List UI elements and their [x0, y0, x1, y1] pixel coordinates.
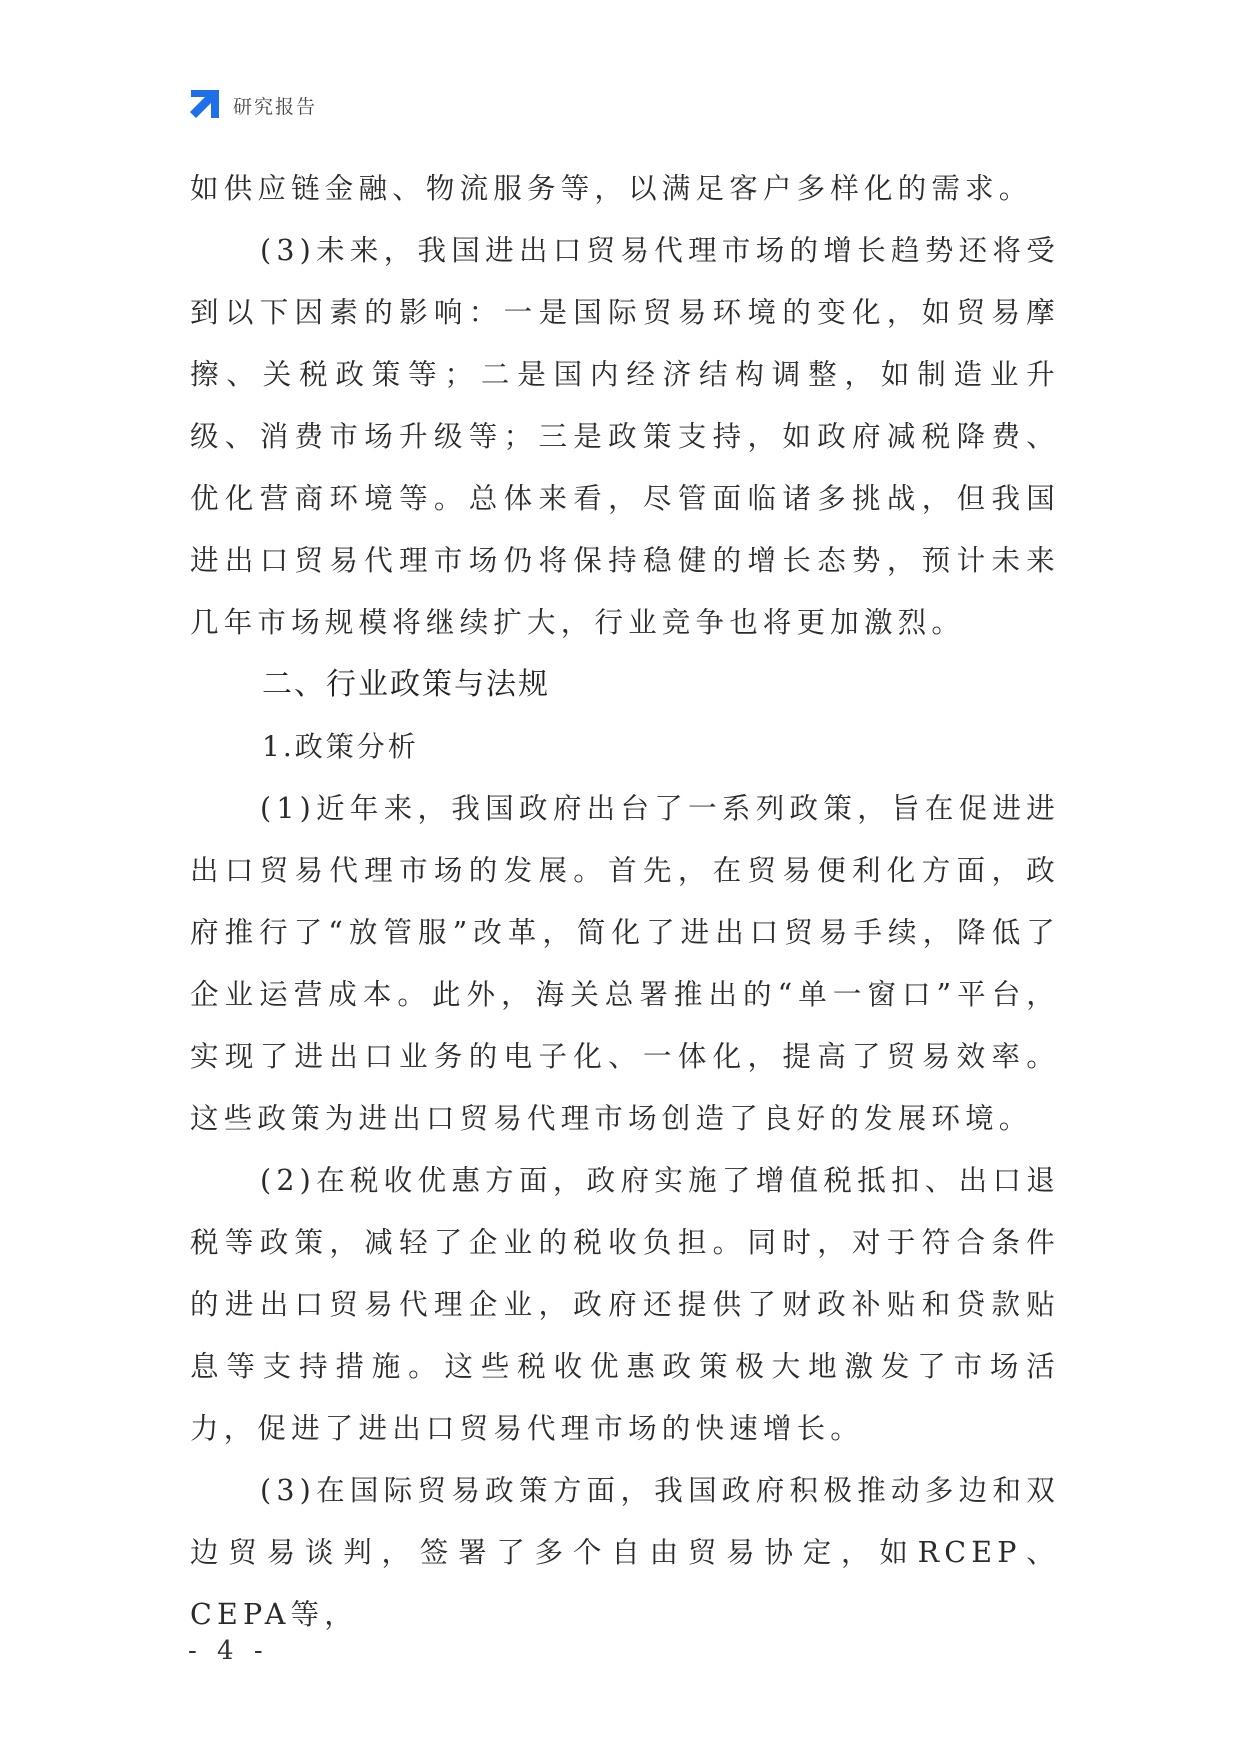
section-heading: 二、行业政策与法规 [262, 667, 550, 702]
paragraph-continued: 如供应链金融、物流服务等，以满足客户多样化的需求。 [190, 172, 1033, 205]
subsection-heading: 1.政策分析 [262, 730, 419, 763]
page-number: - 4 - [188, 1636, 269, 1666]
arrow-up-right-icon [187, 88, 221, 122]
header-title: 研究报告 [233, 95, 318, 118]
page-header [187, 88, 317, 122]
paragraph-policy-2: (2)在税收优惠方面，政府实施了增值税抵扣、出口退税等政策，减轻了企业的税收负担。同时，对于符合条件的进出口贸易代理企业，政府还提供了财政补贴和贷款贴息等支持措施。这些税收优惠政策极大地激发了市场活力，促进了进出口贸易代理市场的快速增长。 [190, 1164, 1060, 1445]
paragraph-future-trends: (3)未来，我国进出口贸易代理市场的增长趋势还将受到以下因素的影响：一是国际贸易环境的变化，如贸易摩擦、关税政策等；二是国内经济结构调整，如制造业升级、消费市场升级等；三是政策支持，如政府减税降费、优化营商环境等。总体来看，尽管面临诸多挑战，但我国进出口贸易代理市场仍将保持稳健的增长态势，预计未来几年市场规模将继续扩大，行业竞争也将更加激烈。 [190, 234, 1060, 639]
paragraph-policy-1: (1)近年来，我国政府出台了一系列政策，旨在促进进出口贸易代理市场的发展。首先，在贸易便利化方面，政府推行了“放管服”改革，简化了进出口贸易手续，降低了企业运营成本。此外，海关总署推出的“单一窗口”平台，实现了进出口业务的电子化、一体化，提高了贸易效率。这些政策为进出口贸易代理市场创造了良好的发展环境。 [190, 792, 1060, 1135]
paragraph-policy-3: (3)在国际贸易政策方面，我国政府积极推动多边和双边贸易谈判，签署了多个自由贸易协定，如RCEP、CEPA等， [190, 1474, 1060, 1631]
document-body [190, 158, 1060, 1646]
